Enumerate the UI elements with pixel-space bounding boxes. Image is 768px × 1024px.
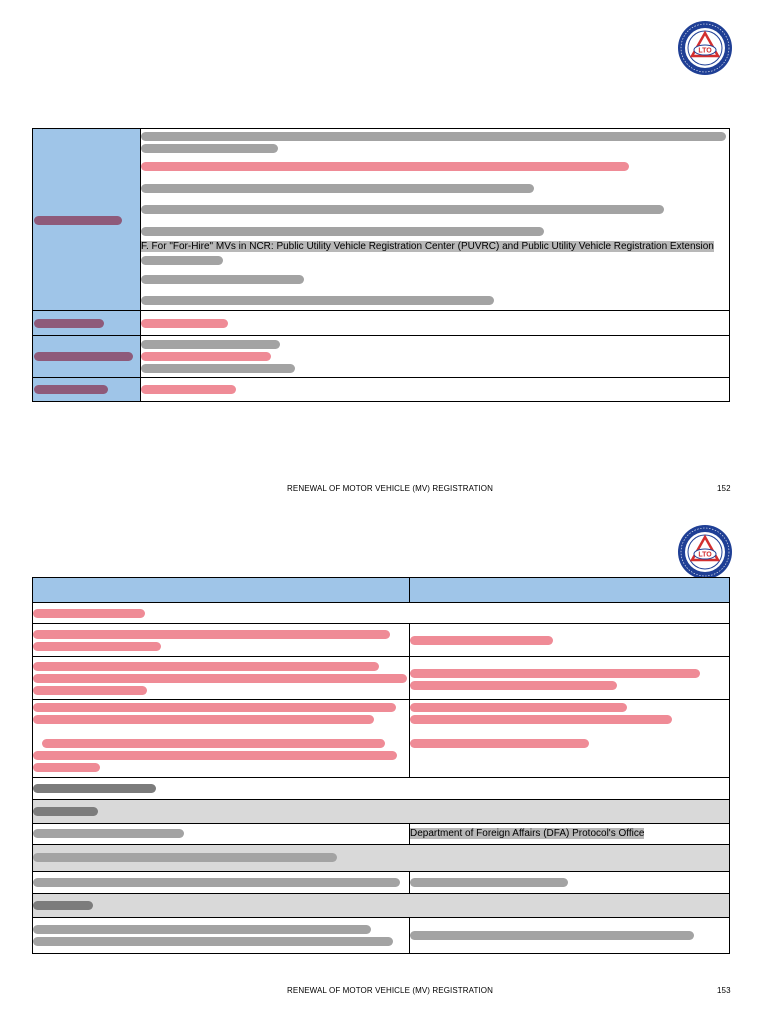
redacted-text	[33, 807, 98, 816]
redacted-text	[33, 878, 400, 887]
steps-table	[32, 577, 730, 954]
redacted-text	[33, 763, 100, 772]
redacted-text	[410, 878, 568, 887]
redacted-text	[33, 925, 371, 934]
redacted-text	[141, 184, 534, 193]
page-number: 153	[717, 986, 731, 995]
redacted-text	[33, 853, 337, 862]
redacted-text	[141, 340, 280, 349]
redacted-text	[410, 703, 627, 712]
redacted-text	[141, 162, 629, 171]
page-153	[0, 512, 768, 1024]
redacted-label	[34, 352, 133, 361]
redacted-text	[33, 703, 396, 712]
redacted-label	[34, 216, 122, 225]
redacted-text	[141, 385, 236, 394]
logo-text: LTO	[698, 47, 712, 55]
redacted-text	[42, 739, 385, 748]
redacted-text	[410, 681, 617, 690]
redacted-text	[141, 144, 278, 153]
redacted-text	[410, 739, 589, 748]
redacted-text	[33, 662, 379, 671]
redacted-text	[141, 275, 304, 284]
redacted-text	[33, 937, 393, 946]
footer-title: RENEWAL OF MOTOR VEHICLE (MV) REGISTRATION	[287, 986, 493, 995]
page-number: 152	[717, 484, 731, 493]
section-row	[33, 799, 729, 823]
lto-seal-logo	[677, 524, 733, 580]
redacted-text	[33, 901, 93, 910]
redacted-label	[34, 319, 104, 328]
redacted-text	[33, 784, 156, 793]
redacted-text	[410, 931, 694, 940]
redacted-text	[33, 829, 184, 838]
table-header	[33, 578, 729, 602]
info-table	[32, 128, 730, 402]
redacted-text	[33, 609, 145, 618]
redacted-text	[141, 132, 726, 141]
office-line: F. For "For-Hire" MVs in NCR: Public Utility Vehicle Registration Center (PUVRC) and Public Utility Vehicle Registration Extension	[141, 241, 714, 252]
redacted-text	[410, 636, 553, 645]
section-row	[33, 893, 729, 917]
footer-title: RENEWAL OF MOTOR VEHICLE (MV) REGISTRATION	[287, 484, 493, 493]
office-name: Department of Foreign Affairs (DFA) Protocol's Office	[410, 828, 645, 839]
lto-seal-logo	[677, 20, 733, 76]
logo-text: LTO	[698, 551, 712, 559]
redacted-text	[141, 352, 271, 361]
redacted-text	[33, 630, 390, 639]
redacted-label	[34, 385, 108, 394]
redacted-text	[33, 642, 161, 651]
redacted-text	[141, 319, 228, 328]
redacted-text	[33, 686, 147, 695]
redacted-text	[141, 205, 664, 214]
redacted-text	[141, 227, 544, 236]
redacted-text	[33, 715, 374, 724]
redacted-text	[33, 674, 407, 683]
redacted-text	[410, 669, 700, 678]
redacted-text	[410, 715, 672, 724]
redacted-text	[141, 256, 223, 265]
redacted-text	[141, 364, 295, 373]
redacted-text	[141, 296, 494, 305]
redacted-text	[33, 751, 397, 760]
